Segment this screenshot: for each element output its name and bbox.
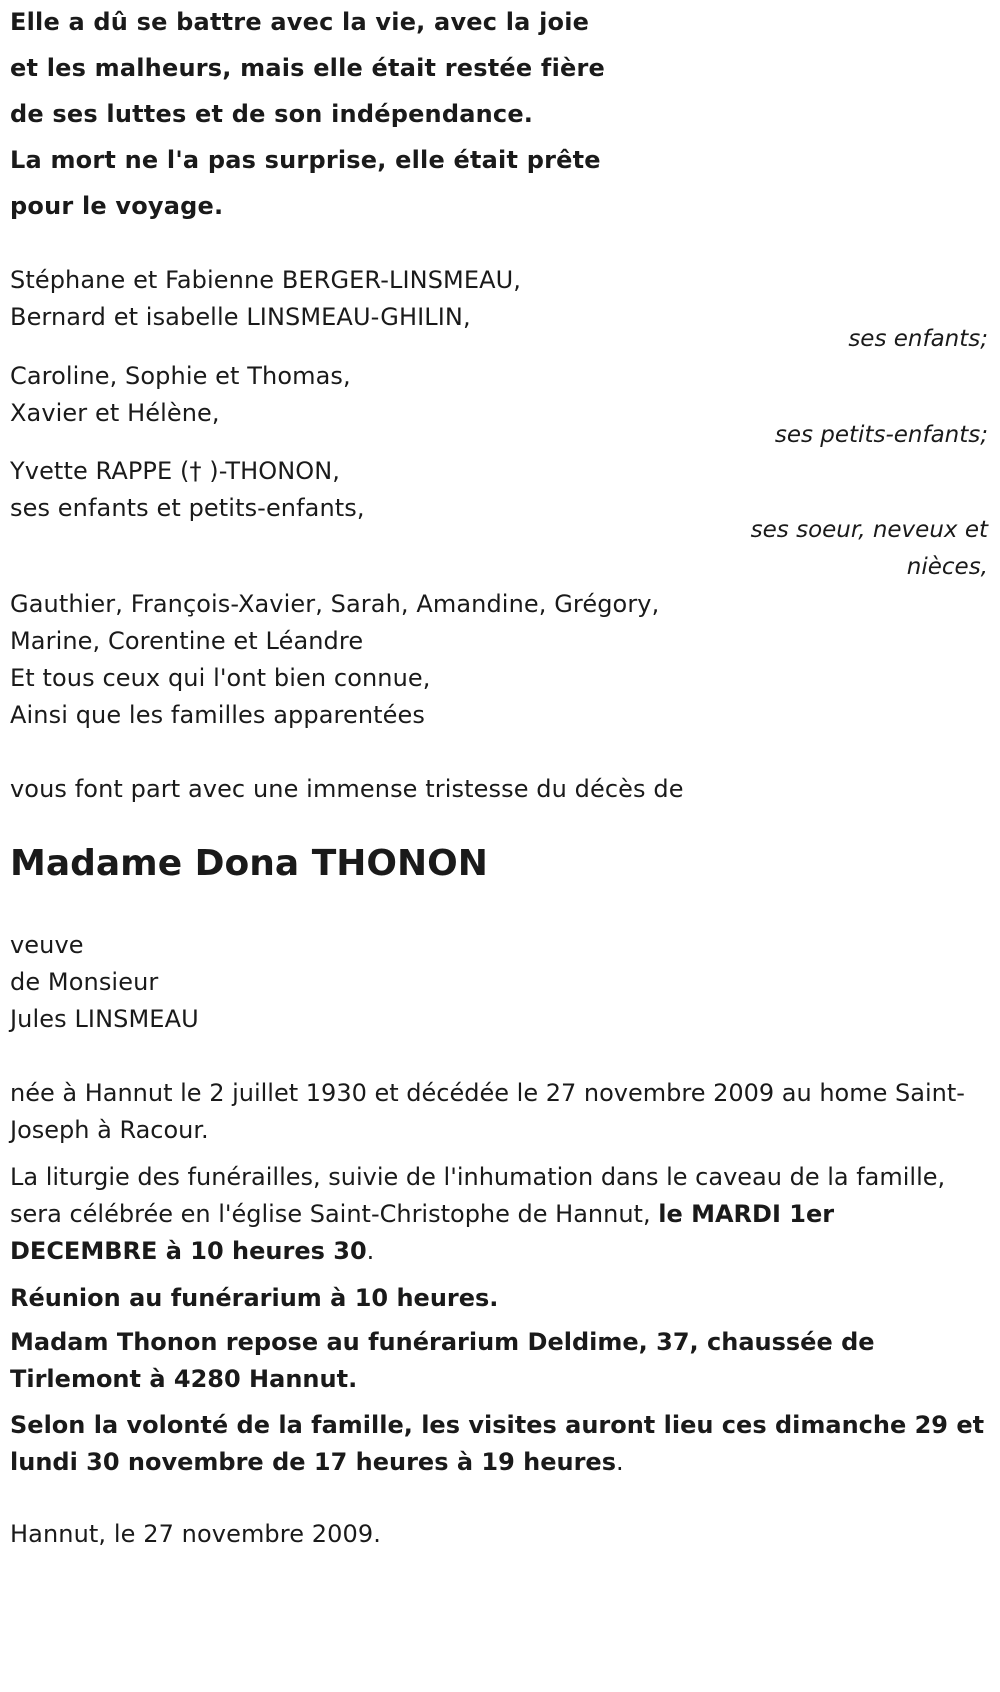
funeral-text: La liturgie des funérailles, suivie de l'inhumation dans le caveau de la famille, sera célébrée en l'église Saint-Christophe de Hannut, bbox=[10, 1163, 946, 1228]
signature-line: Hannut, le 27 novembre 2009. bbox=[10, 1520, 382, 1548]
poem-line-4: La mort ne l'a pas surprise, elle était prête bbox=[10, 146, 601, 174]
children-line-2: Bernard et isabelle LINSMEAU-GHILIN, bbox=[10, 303, 471, 331]
deceased-name: Madame Dona THONON bbox=[10, 843, 488, 884]
visits-paragraph bbox=[10, 1407, 988, 1481]
others-line-2: Marine, Corentine et Léandre bbox=[10, 627, 364, 655]
meeting-paragraph: Réunion au funérarium à 10 heures. bbox=[10, 1284, 499, 1312]
sister-line-2: ses enfants et petits-enfants, bbox=[10, 494, 365, 522]
children-relation: ses enfants; bbox=[848, 326, 988, 352]
birth-death-paragraph: née à Hannut le 2 juillet 1930 et décédée le 27 novembre 2009 au home Saint-Joseph à Racour. bbox=[10, 1079, 965, 1144]
poem-line-1: Elle a dû se battre avec la vie, avec la joie bbox=[10, 8, 590, 36]
grandchildren-line-1: Caroline, Sophie et Thomas, bbox=[10, 362, 351, 390]
visits-end: . bbox=[616, 1448, 624, 1476]
visits-text: Selon la volonté de la famille, les visites auront lieu ces dimanche 29 et lundi 30 novembre de 17 heures à 19 heures bbox=[10, 1411, 985, 1476]
widow-line-1: veuve bbox=[10, 931, 84, 959]
sister-relation-1: ses soeur, neveux et bbox=[750, 517, 988, 543]
funeral-paragraph bbox=[10, 1159, 988, 1270]
others-line-1: Gauthier, François-Xavier, Sarah, Amandine, Grégory, bbox=[10, 590, 660, 618]
announcement-text: vous font part avec une immense tristesse du décès de bbox=[10, 775, 684, 803]
rest-paragraph: Madam Thonon repose au funérarium Deldime, 37, chaussée de Tirlemont à 4280 Hannut. bbox=[10, 1328, 875, 1393]
widow-line-2: de Monsieur bbox=[10, 968, 159, 996]
widow-line-3: Jules LINSMEAU bbox=[10, 1005, 199, 1033]
grandchildren-relation: ses petits-enfants; bbox=[774, 422, 988, 448]
funeral-end: . bbox=[366, 1237, 375, 1265]
sister-relation-2: nièces, bbox=[906, 554, 988, 580]
poem-line-5: pour le voyage. bbox=[10, 192, 224, 220]
sister-line-1: Yvette RAPPE († )-THONON, bbox=[10, 457, 341, 485]
grandchildren-line-2: Xavier et Hélène, bbox=[10, 399, 220, 427]
poem-line-3: de ses luttes et de son indépendance. bbox=[10, 100, 534, 128]
children-line-1: Stéphane et Fabienne BERGER-LINSMEAU, bbox=[10, 266, 522, 294]
others-line-4: Ainsi que les familles apparentées bbox=[10, 701, 425, 729]
funeral-date: le MARDI 1er DECEMBRE à 10 heures 30 bbox=[10, 1200, 835, 1265]
poem-line-2: et les malheurs, mais elle était restée fière bbox=[10, 54, 605, 82]
others-line-3: Et tous ceux qui l'ont bien connue, bbox=[10, 664, 431, 692]
